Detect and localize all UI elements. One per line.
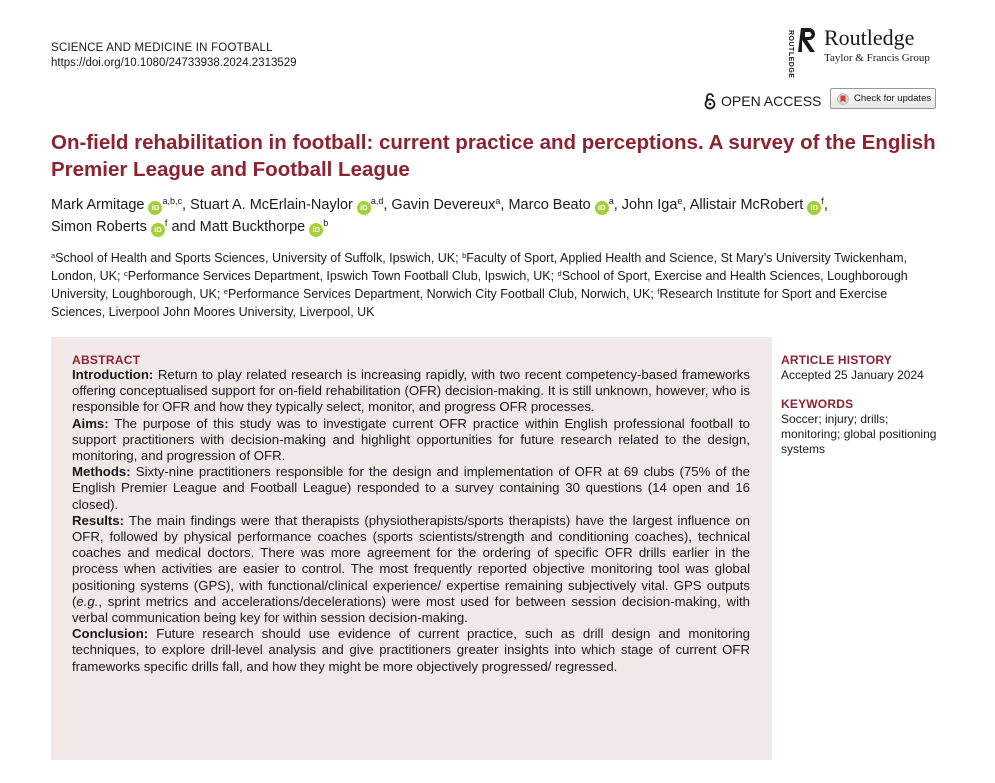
results-label: Results: [72,512,125,528]
author-affiliation-mark: a,d [370,196,384,206]
abstract-aims [72,416,750,465]
orcid-icon[interactable]: iD [151,223,165,237]
abstract-introduction [72,367,750,416]
affiliations [51,249,931,321]
article-sidebar [781,353,951,457]
conclusion-text: Future research should use evidence of current practice, such as drill design and monitoring techniques, to explore drill-level analysis and give practitioners greater insights into which stage of current OFR frameworks specific drills fall, and how they might be more objectively progressed/ regressed. [72,626,750,674]
conclusion-label: Conclusion: [72,626,149,642]
abstract-conclusion [72,626,750,675]
author-affiliation-mark: a [495,196,501,206]
author-separator: , [682,197,690,213]
author-name: Matt Buckthorpe [199,219,306,235]
orcid-icon[interactable]: iD [807,201,821,215]
methods-text: Sixty-nine practitioners responsible for the design and implementation of OFR at 69 clubs (75% of the English Premier League and Football League) responded to a survey containing 30 questions (14 open and 16 closed). [72,464,750,512]
affiliation-text: Performance Services Department, Norwich City Football Club, Norwich, UK; [227,287,658,301]
article-history-heading: ARTICLE HISTORY [781,353,893,367]
affiliation-mark: a [51,251,56,260]
author-separator: , [823,197,828,213]
affiliation-mark: e [223,287,228,296]
article-title: On-field rehabilitation in football: current practice and perceptions. A survey of the English Premier League and Football League [51,131,936,181]
affiliation-text: Faculty of Sport, Applied Health and Science, St Mary’s University Twickenham, London, UK; [51,251,907,283]
abstract-content [72,353,750,675]
author-affiliation-mark: f [164,218,168,228]
author-affiliation-mark: a,b,c [162,196,182,206]
results-text-2: , sprint metrics and accelerations/decelerations) were most used for between session decision-making, with verbal communication being key for within session decision-making. [72,593,750,626]
author-affiliation-mark: b [323,218,329,228]
aims-text: The purpose of this study was to investigate current OFR practice within English professional football to support practitioners with decision-making and highlight opportunities for future research related to the design, monitoring, and progression of OFR. [72,415,750,464]
introduction-text: Return to play related research is increasing rapidly, with two recent competency-based frameworks offering conceptualised support for on-field rehabilitation (OFR) decision-making. It is still unknown, however, who is responsible for OFR and how they typically select, monitor, and progress OFR processes. [72,367,750,415]
abstract-box [51,337,772,760]
publisher-name: Routledge [824,25,915,50]
results-text-1: The main findings were that therapists (physiotherapists/sports therapists) have the largest influence on OFR, followed by physical performance coaches (sports scientists/strength and conditioning coaches), technical coaches and medical doctors. There was more agreement for the ordering of specific OFR drills earlier in the process when activities are easier to control. The most frequently reported objective monitoring tool was global positioning systems (GPS), with functional/clinical experience/ expertise remaining subjectively vital. GPS outputs ( [72,512,750,609]
orcid-icon[interactable]: iD [148,201,162,215]
open-lock-icon [703,92,717,110]
journal-name: SCIENCE AND MEDICINE IN FOOTBALL [51,42,273,54]
affiliation-mark: b [462,251,467,260]
author-separator: , [383,197,392,213]
open-access-label: OPEN ACCESS [721,93,822,109]
results-eg: e.g. [76,593,99,609]
author-name: Marco Beato [508,197,591,213]
author-name: Simon Roberts [51,219,147,235]
routledge-r-logo-icon [798,26,818,54]
author-separator: , [500,197,509,213]
open-access-badge[interactable] [703,92,821,110]
author-affiliation-mark: a [608,196,614,206]
author-separator: , [613,197,622,213]
author-name: Allistair McRobert [689,197,804,213]
orcid-icon[interactable]: iD [357,201,371,215]
affiliation-mark: d [557,269,562,278]
author-affiliation-mark: f [821,196,824,206]
check-for-updates-button[interactable] [830,88,936,109]
affiliation-text: Performance Services Department, Ipswich Town Football Club, Ipswich, UK; [127,269,558,283]
author-name: Mark Armitage [51,197,145,213]
abstract-results [72,513,750,626]
publisher-vertical-text: ROUTLEDGE [787,30,794,79]
publisher-group: Taylor & Francis Group [824,52,930,64]
affiliation-text: School of Sport, Exercise and Health Sciences, Loughborough University, Loughborough, UK; [51,269,908,301]
crossmark-icon [837,93,849,105]
keywords-heading: KEYWORDS [781,397,854,411]
keywords-list: Soccer; injury; drills; monitoring; global positioning systems [781,412,937,456]
publisher-block [782,25,942,79]
abstract-methods [72,464,750,513]
affiliation-mark: c [123,269,128,278]
aims-label: Aims: [72,415,109,431]
author-name: Stuart A. McErlain-Naylor [190,197,353,213]
author-name: Gavin Devereux [391,197,496,213]
abstract-heading: ABSTRACT [72,353,141,367]
orcid-icon[interactable]: iD [595,201,609,215]
author-list [51,194,951,238]
orcid-icon[interactable]: iD [309,223,323,237]
author-affiliation-mark: e [677,196,683,206]
accepted-date: Accepted 25 January 2024 [781,368,924,382]
doi-link[interactable]: https://doi.org/10.1080/24733938.2024.2313529 [51,57,297,69]
affiliation-text: School of Health and Sports Sciences, University of Suffolk, Ipswich, UK; [55,251,463,265]
affiliation-text: Research Institute for Sport and Exercise Sciences, Liverpool John Moores University, Liverpool, UK [51,287,888,319]
author-separator: , [182,197,191,213]
affiliation-mark: f [657,287,660,296]
introduction-label: Introduction: [72,367,154,382]
author-separator: and [167,219,200,235]
methods-label: Methods: [72,464,131,480]
author-name: John Iga [621,197,678,213]
check-for-updates-label: Check for updates [854,93,932,104]
